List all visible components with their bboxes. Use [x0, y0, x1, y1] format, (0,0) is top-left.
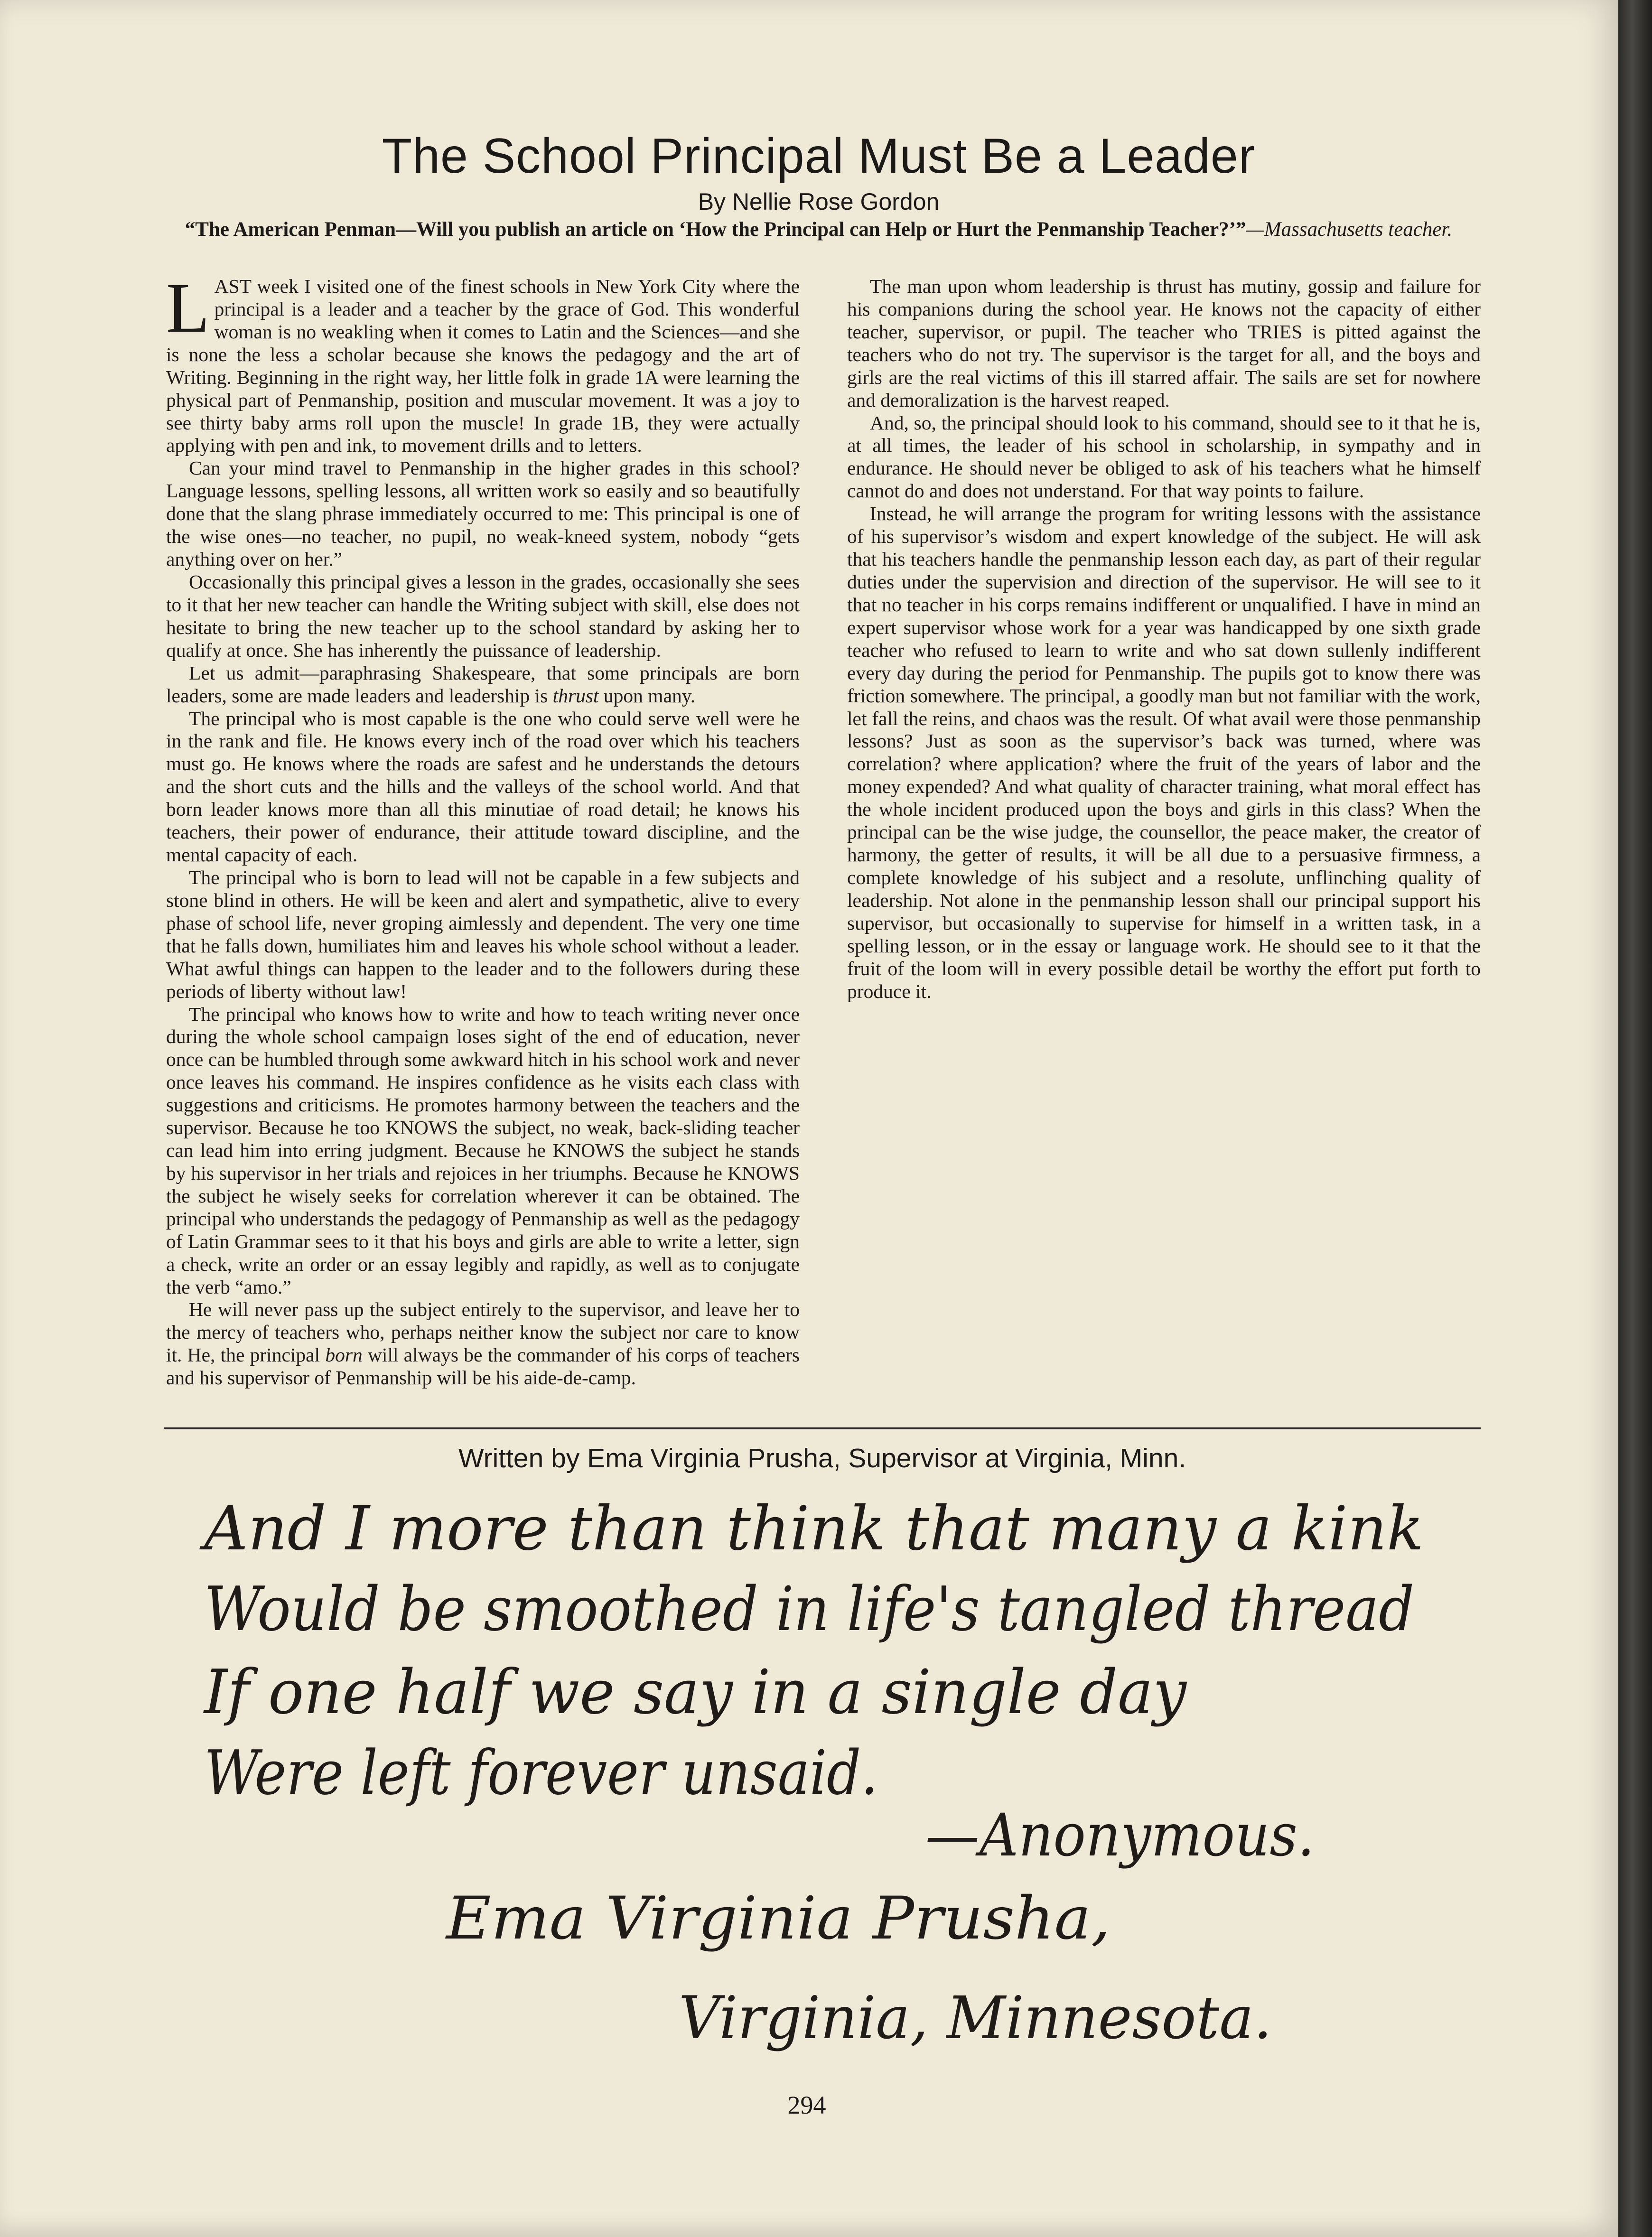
article-byline: By Nellie Rose Gordon — [698, 188, 940, 215]
paragraph-9: The man upon whom leadership is thrust has mutiny, gossip and failure for his companions during the school year. He knows not the capacity of either teacher, supervisor, or pupil. The teacher who TRIES is pitted against the teachers who do not try. The supervisor is the target for all, and the boys and girls are the real victims of this ill starred affair. The sails are set for nowhere and demoralization is the harvest reaped. — [847, 275, 1481, 411]
script-line-1: And I more than think that many a kink — [199, 1493, 1424, 1564]
paragraph-4 — [166, 662, 800, 708]
drop-cap: L — [166, 269, 210, 347]
handwriting-specimen — [0, 1481, 1618, 1979]
article-epigraph — [157, 218, 1481, 241]
signature-name: Ema Virginia Prusha, — [445, 1884, 1111, 1953]
signature-place — [0, 1979, 1618, 2083]
signature-place-text: Virginia, Minnesota. — [679, 1984, 1272, 2052]
paragraph-8 — [166, 1298, 800, 1389]
paragraph-1-text: AST week I visited one of the finest schools in New York City where the principal is a leader and a teacher by the grace of God. This wonderful woman is no weakling when it comes to Latin and the Sciences—and she is none the less a scholar because she knows the pedagogy and the art of Writing. Beginning in the right way, her little folk in grade 1A were learning the physical part of Penmanship, position and muscular movement. It was a joy to see thirty baby arms roll upon the muscle! In grade 1B, they were actually applying with pen and ink, to movement drills and to letters. — [166, 275, 800, 457]
paragraph-8-b: will always be the commander of his corps of teachers and his supervisor of Penmanship will be his aide-de-camp. — [166, 1344, 800, 1389]
script-attribution: —Anonymous. — [925, 1801, 1315, 1870]
paragraph-10: And, so, the principal should look to his command, should see to it that he is, at all times, the leader of his school in scholarship, in sympathy and in endurance. He should never be obliged to ask of his teachers what he himself cannot do and does not understand. For that way points to failure. — [847, 411, 1481, 502]
paragraph-7: The principal who knows how to write and how to teach writing never once during the whole school campaign loses sight of the end of education, never once can be humbled through some awkward hitch in his school work and never once leaves his command. He inspires confidence as he visits each class with suggestions and criticisms. He promotes harmony between the teachers and the supervisor. Because he too KNOWS the subject, no weak, back-sliding teacher can lead him into erring judgment. Because he KNOWS the subject he stands by his supervisor in her trials and rejoices in her triumphs. Because he KNOWS the subject he wisely seeks for correlation wherever it can be obtained. The principal who understands the pedagogy of Penmanship as well as the pedagogy of Latin Grammar sees to it that his boys and girls are able to write a letter, sign a check, write an order or an essay legibly and rapidly, as well as to conjugate the verb “amo.” — [166, 1003, 800, 1298]
paragraph-11: Instead, he will arrange the program for writing lessons with the assistance of his supervisor’s wisdom and expert knowledge of the subject. He will ask that his teachers handle the penmanship lesson each day, as part of their regular duties under the supervision and direction of the supervisor. He will see to it that no teacher in his corps remains indifferent or unqualified. I have in mind an expert supervisor whose work for a year was handicapped by one sixth grade teacher who refused to learn to write and who sat down sullenly indifferent every day during the period for Penmanship. The pupils got to know there was friction somewhere. The principal, a goodly man but not familiar with the work, let fall the reins, and chaos was the result. Of what avail were those penmanship lessons? Just as soon as the supervisor’s back was turned, where was correlation? where application? where the fruit of the years of labor and the money expended? And what quality of character training, what moral effect has the whole incident produced upon the boys and girls in this class? When the principal can be the wise judge, the counsellor, the peace maker, the creator of harmony, the getter of results, it will be all due to a persuasive firmness, a complete knowledge of his subject and a resolute, unflinching quality of leadership. Not alone in the penmanship lesson shall our principal support his supervisor, but occasionally to supervise for himself in a written task, in a spelling lesson, or in the essay or language work. He should see to it that the fruit of the loom will in every possible detail be worthy the effort put forth to produce it. — [847, 503, 1481, 1002]
specimen-heading: Written by Ema Virginia Prusha, Supervisor at Virginia, Minn. — [458, 1443, 1186, 1473]
paragraph-4-emphasis: thrust — [552, 684, 599, 707]
section-divider — [164, 1427, 1481, 1429]
paragraph-1 — [166, 269, 800, 457]
paragraph-5: The principal who is most capable is the one who could serve well were he in the rank and file. He knows every inch of the road over which his teachers must go. He knows where the roads are safest and he understands the detours and the short cuts and the hills and the valleys of the school world. And that born leader knows more than all this minutiae of road detail; he knows his teachers, their power of endurance, their attitude toward discipline, and the mental capacity of each. — [166, 707, 800, 866]
paragraph-6: The principal who is born to lead will not be capable in a few subjects and stone blind in others. He will be keen and alert and sympathetic, alive to every phase of school life, never groping aimlessly and dependent. The very one time that he falls down, humiliates him and leaves his whole school without a leader. What awful things can happen to the leader and to the followers during these periods of liberty without law! — [166, 866, 800, 1002]
epigraph-quote: “The American Penman—Will you publish an article on ‘How the Principal can Help or Hurt the Penmanship Teacher?’” — [185, 218, 1246, 241]
article-title: The School Principal Must Be a Leader — [382, 129, 1256, 184]
paragraph-3: Occasionally this principal gives a lesson in the grades, occasionally she sees to it that her new teacher can handle the Writing subject with skill, else does not hesitate to bring the new teacher up to the school standard by asking her to qualify at once. She has inherently the puissance of leadership. — [166, 570, 800, 661]
paragraph-4-a: Let us admit—paraphrasing Shakespeare, that some principals are born leaders, some are made leaders and leadership is — [166, 662, 800, 707]
paragraph-8-emphasis: born — [325, 1344, 363, 1366]
script-line-3: If one half we say in a single day — [203, 1657, 1187, 1728]
article-body — [166, 269, 1481, 1419]
script-line-2: Would be smoothed in life's tangled thread — [204, 1574, 1414, 1645]
script-line-4: Were left forever unsaid. — [204, 1738, 878, 1808]
paragraph-2: Can your mind travel to Penmanship in the higher grades in this school? Language lessons, spelling lessons, all written work so easily and so beautifully done that the slang phrase immediately occurred to me: This principal is one of the wise ones—no teacher, no pupil, no weak-kneed system, nobody “gets anything over on her.” — [166, 457, 800, 570]
paragraph-8-a: He will never pass up the subject entirely to the supervisor, and leave her to the mercy of teachers who, perhaps neither know the subject nor care to know it. He, the principal — [166, 1298, 800, 1366]
article-header — [157, 128, 1481, 241]
book-edge-shadow — [1618, 0, 1652, 2237]
page-number: 294 — [787, 2091, 826, 2119]
epigraph-attribution: —Massachusetts teacher. — [1246, 218, 1453, 241]
paragraph-4-b: upon many. — [598, 684, 696, 707]
